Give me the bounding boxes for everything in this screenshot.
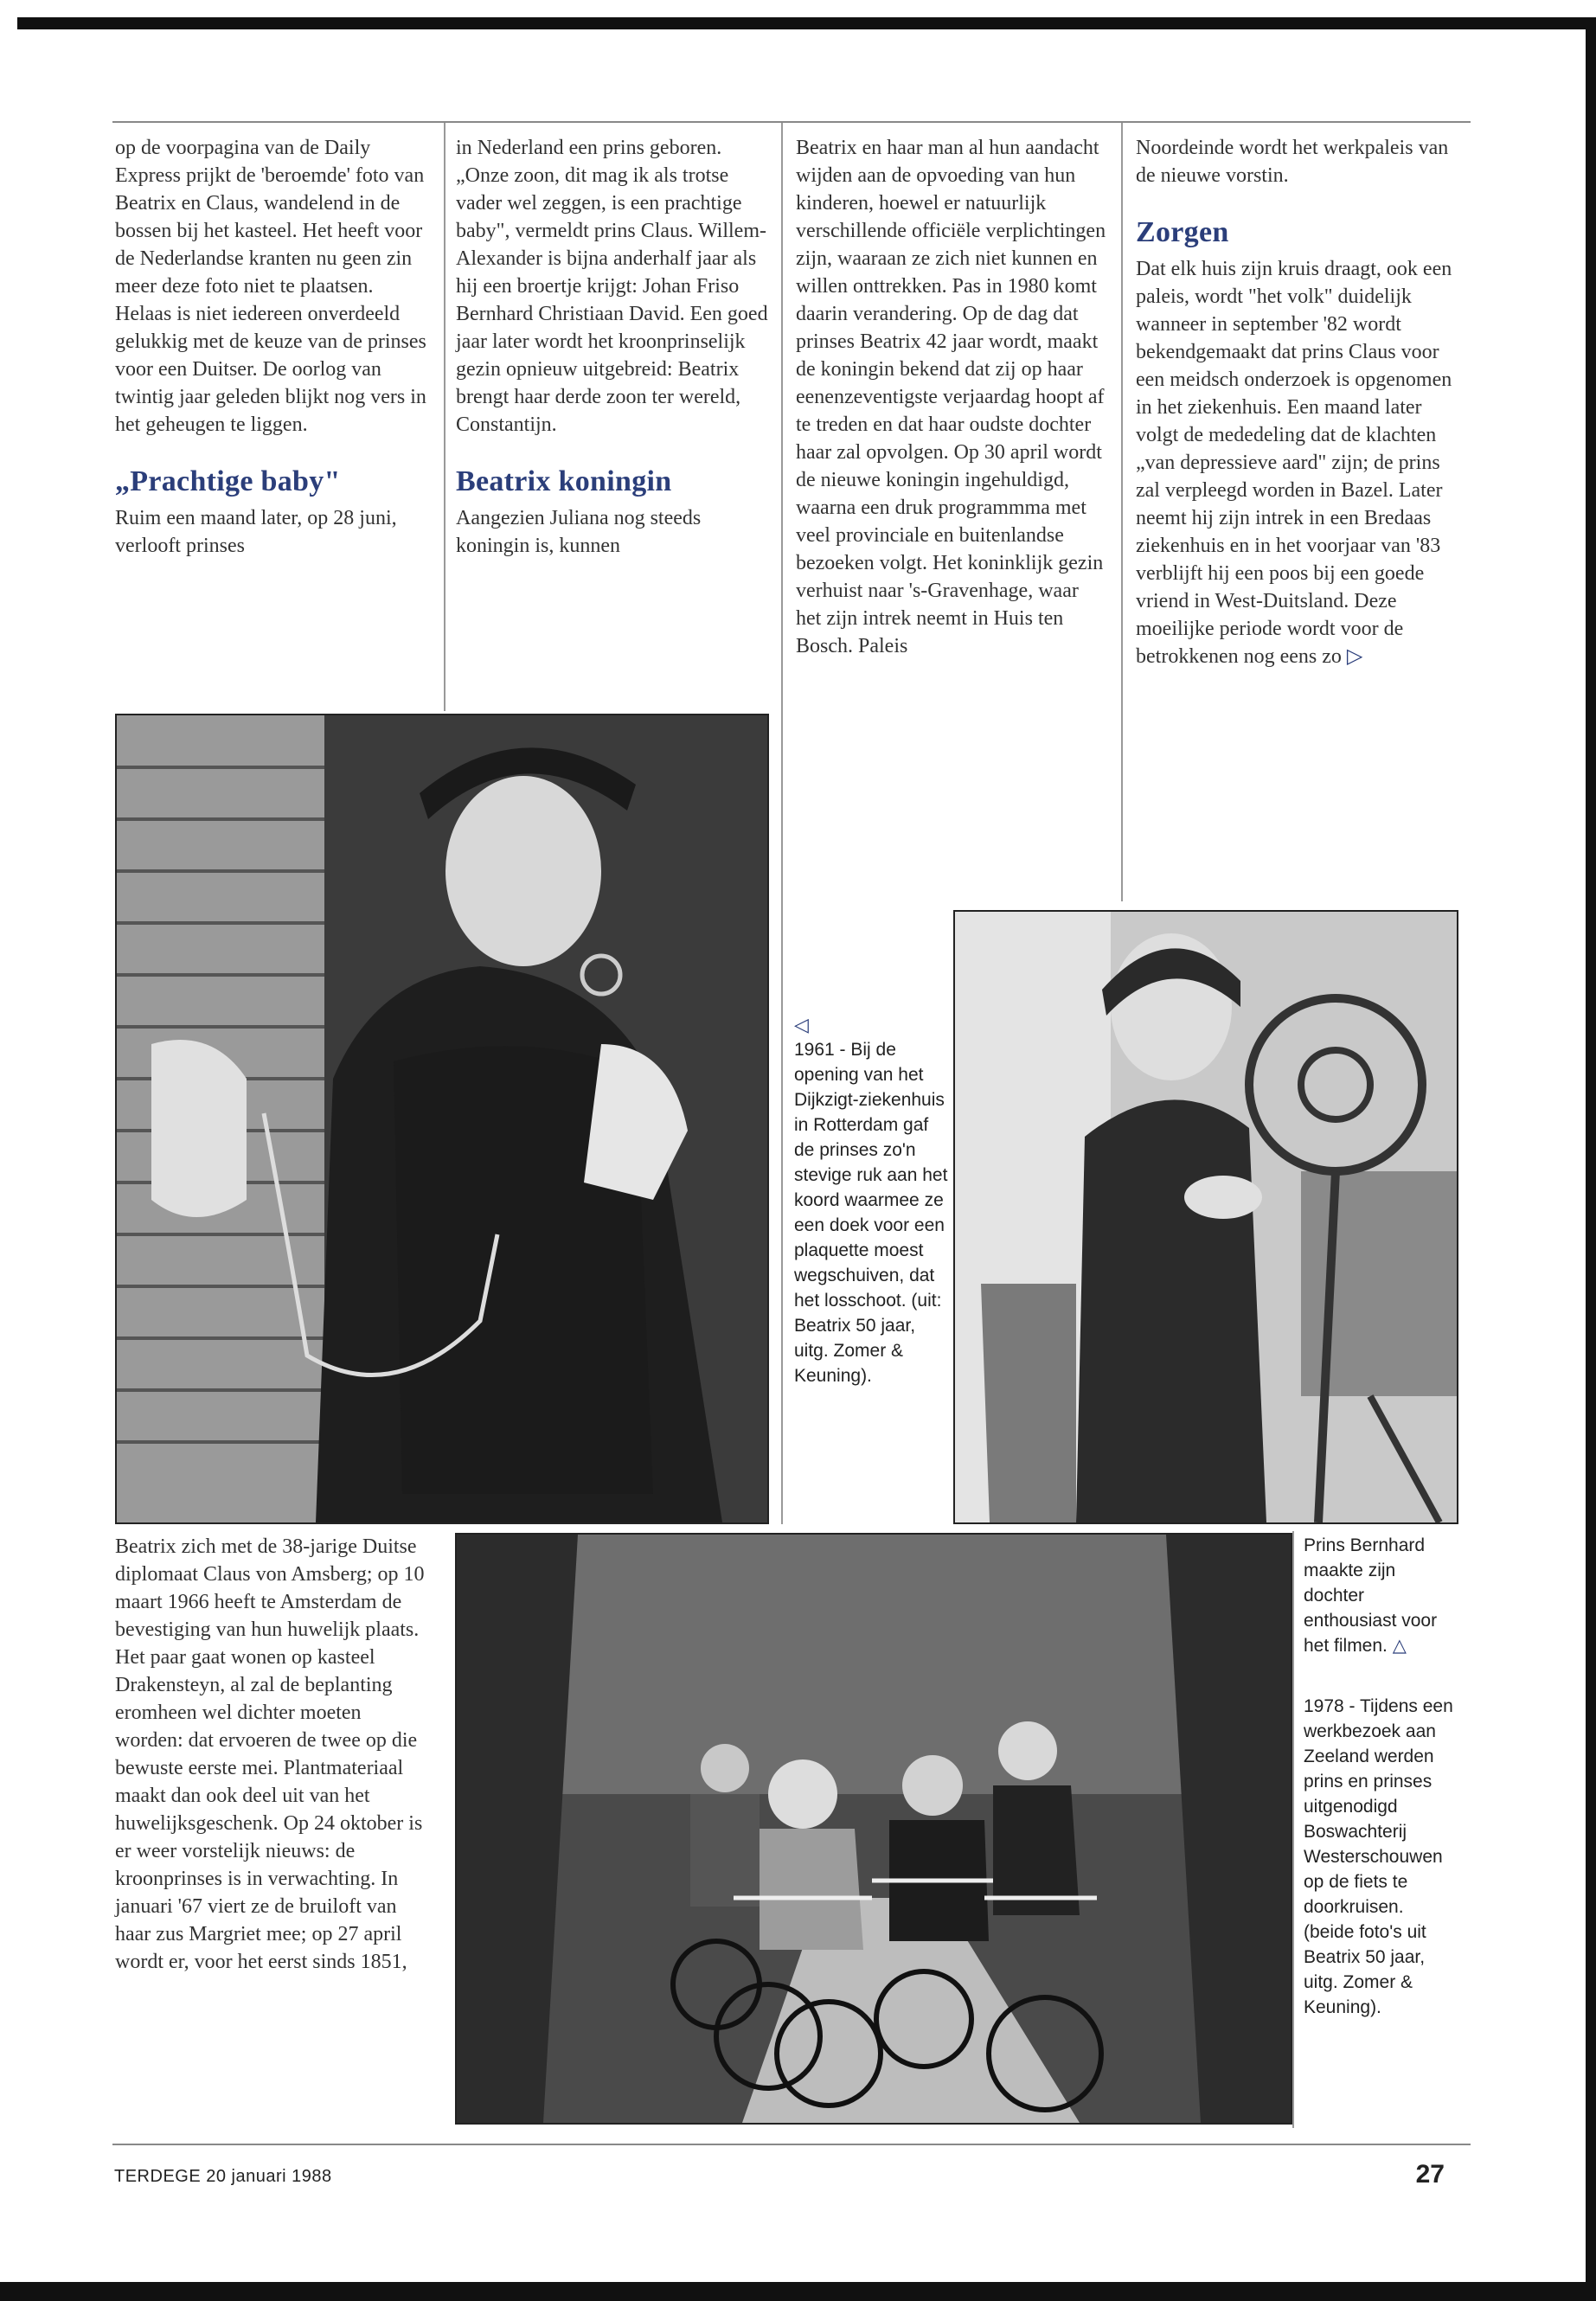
body-text: Beatrix zich met de 38-jarige Duitse diplomaat Claus von Amsberg; op 10 maart 1966 heeft te Amsterdam de bevestiging van hun huwelijk plaats. Het paar gaat wonen op kasteel Drakensteyn, al zal de beplanting eromheen wel dichter moeten worden: dat ervoeren de twee op die bewuste eerste mei. Plantmateriaal maakt dan ook deel uit van het huwelijksgeschenk. Op 24 oktober is er weer vorstelijk nieuws: de kroonprinses is in verwachting. In januari '67 viert ze de bruiloft van haar zus Margriet mee; op 27 april wordt er, voor het eerst sinds 1851, xyxy=(115,1535,425,1973)
body-text xyxy=(1136,255,1456,670)
column-divider xyxy=(444,123,445,711)
caption-bernhard xyxy=(1304,1533,1455,1658)
scan-border-top xyxy=(17,17,1596,29)
body-text: Beatrix en haar man al hun aandacht wijden aan de opvoeding van hun kinderen, hoewel er natuurlijk verschillende officiële verplichtingen zijn, waaraan ze zich niet kunnen en willen onttrekken. Pas in 1980 komt daarin verandering. Op de dag dat prinses Beatrix 42 jaar wordt, maakt de koningin bekend dat zij op haar eenenzeventigste verjaardag hoopt af te treden en dat haar oudste dochter haar zal opvolgen. Op 30 april wordt de nieuwe koningin ingehuldigd, waarna een druk programmma met veel provinciale en buitenlandse bezoeken volgt. Het koninklijk gezin verhuist naar 's-Gravenhage, waar het zijn intrek neemt in Huis ten Bosch. Paleis xyxy=(796,137,1106,657)
body-text: op de voorpagina van de Daily Express prijkt de 'beroemde' foto van Beatrix en Claus, wandelend in de bossen bij het kasteel. Het heeft voor de Nederlandse kranten nu geen zin meer deze foto niet te plaatsen. Helaas is niet iedereen onverdeeld gelukkig met de keuze van de prinses voor een Duitser. De oorlog van twintig jaar geleden blijkt nog vers in het geheugen te liggen. xyxy=(115,137,426,436)
column-divider xyxy=(1121,123,1123,901)
body-text: in Nederland een prins geboren. „Onze zoon, dit mag ik als trotse vader wel zeggen, is een prachtige baby", vermeldt prins Claus. Willem-Alexander is bijna anderhalf jaar als hij een broertje krijgt: Johan Friso Bernhard Christiaan David. Een goed jaar later wordt het kroonprinselijk gezin opnieuw uitgebreid: Beatrix brengt haar derde zoon ter wereld, Constantijn. xyxy=(456,137,768,436)
caption-text: 1978 - Tijdens een werkbezoek aan Zeeland werden prins en prinses uitgenodigd Boswachterij Westerschouwen op de fiets te doorkruisen. (beide foto's uit Beatrix 50 jaar, uitg. Zomer & Keuning). xyxy=(1304,1696,1453,2017)
section-heading: „Prachtige baby" xyxy=(115,465,341,497)
article-column-4 xyxy=(1136,134,1456,670)
article-column-1 xyxy=(115,134,426,560)
caption-arrow-up-icon: △ xyxy=(1392,1636,1407,1656)
article-column-1-continued xyxy=(115,1533,426,1976)
photo-cycling-westerschouwen xyxy=(455,1533,1292,2125)
caption-cycling xyxy=(1304,1694,1455,2020)
photo-beatrix-film-projector xyxy=(953,910,1458,1524)
caption-film-photo xyxy=(794,1012,948,1388)
publication-footer: TERDEGE 20 januari 1988 xyxy=(114,2167,332,2186)
article-column-2 xyxy=(456,134,769,560)
body-text: Noordeinde wordt het werkpaleis van de nieuwe vorstin. xyxy=(1136,137,1449,187)
photo-beatrix-laughing-image xyxy=(117,715,767,1522)
caption-text: Prins Bernhard maakte zijn dochter enthousiast voor het filmen. xyxy=(1304,1535,1438,1656)
scan-border-bottom xyxy=(0,2282,1596,2301)
caption-arrow-left-icon: ◁ xyxy=(794,1014,809,1035)
caption-text: 1961 - Bij de opening van het Dijkzigt-ziekenhuis in Rotterdam gaf de prinses zo'n stevige ruk aan het koord waarmee ze een doek voor een plaquette moest wegschuiven, dat het losschoot. (uit: Beatrix 50 jaar, uitg. Zomer & Keuning). xyxy=(794,1040,948,1386)
photo-cycling-westerschouwen-image xyxy=(457,1535,1291,2123)
scan-border-right xyxy=(1586,17,1596,2301)
photo-beatrix-film-projector-image xyxy=(955,912,1457,1522)
bottom-rule xyxy=(112,2144,1471,2145)
article-column-3 xyxy=(796,134,1109,660)
top-rule xyxy=(112,121,1471,123)
page-number: 27 xyxy=(1415,2160,1445,2189)
section-heading: Zorgen xyxy=(1136,216,1229,248)
photo-beatrix-laughing xyxy=(115,714,769,1524)
body-text: Ruim een maand later, op 28 juni, verlooft prinses xyxy=(115,507,397,557)
column-divider xyxy=(1292,1531,1294,2128)
body-text: Aangezien Juliana nog steeds koningin is, kunnen xyxy=(456,507,702,557)
section-heading: Beatrix koningin xyxy=(456,465,672,497)
body-text-continued: Dat elk huis zijn kruis draagt, ook een paleis, wordt "het volk" duidelijk wanneer in september '82 wordt bekendgemaakt dat prins Claus voor een meidsch onderzoek is opgenomen in het ziekenhuis. Een maand later volgt de mededeling dat de klachten „van depressieve aard" zijn; de prins zal verpleegd worden in Bazel. Later neemt hij zijn intrek in een Bredaas ziekenhuis en in het voorjaar van '83 verblijft hij een poos bij een goede vriend in West-Duitsland. Deze moeilijke periode wordt voor de betrokkenen nog eens zo xyxy=(1136,258,1452,668)
column-divider xyxy=(781,123,783,1524)
continue-arrow-icon: ▷ xyxy=(1346,645,1363,668)
